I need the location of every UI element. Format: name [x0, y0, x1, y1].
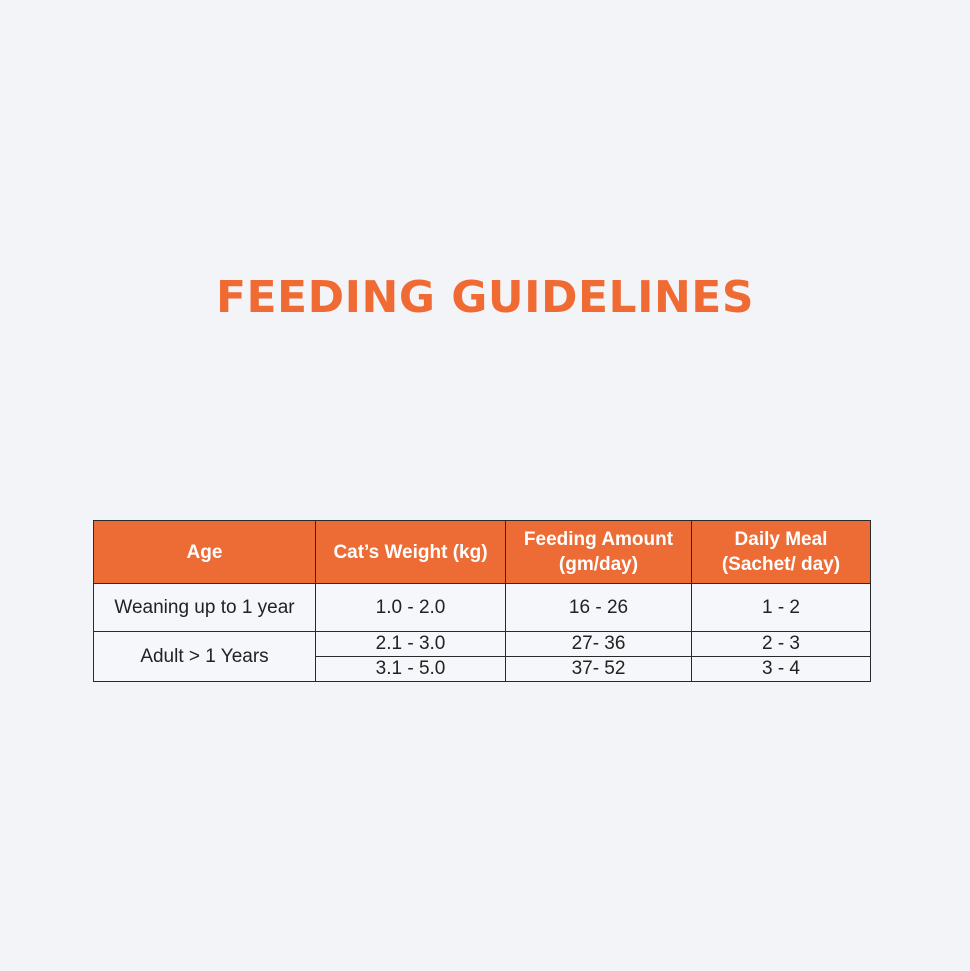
- cell-weight: 1.0 - 2.0: [316, 584, 506, 632]
- header-feeding-amount-unit: (gm/day): [558, 554, 639, 575]
- cell-age: Adult > 1 Years: [94, 632, 316, 682]
- header-age: Age: [94, 521, 316, 584]
- header-daily-meal-label: Daily Meal: [734, 529, 828, 550]
- header-daily-meal: [692, 521, 871, 584]
- header-weight: Cat’s Weight (kg): [316, 521, 506, 584]
- table-row: [94, 584, 871, 632]
- page-title: FEEDING GUIDELINES: [215, 272, 755, 323]
- cell-daily-meal: 2 - 3: [692, 632, 871, 657]
- cell-daily-meal: 3 - 4: [692, 657, 871, 682]
- cell-feeding-amount: 37- 52: [506, 657, 692, 682]
- header-feeding-amount-label: Feeding Amount: [523, 529, 674, 550]
- header-feeding-amount: [506, 521, 692, 584]
- cell-feeding-amount: 16 - 26: [506, 584, 692, 632]
- cell-daily-meal: 1 - 2: [692, 584, 871, 632]
- cell-feeding-amount: 27- 36: [506, 632, 692, 657]
- cell-weight: 3.1 - 5.0: [316, 657, 506, 682]
- cell-age: Weaning up to 1 year: [94, 584, 316, 632]
- header-daily-meal-unit: (Sachet/ day): [721, 554, 841, 575]
- cell-weight: 2.1 - 3.0: [316, 632, 506, 657]
- table-row: [94, 632, 871, 657]
- table-header-row: [94, 521, 871, 584]
- feeding-guidelines-table: [93, 520, 871, 682]
